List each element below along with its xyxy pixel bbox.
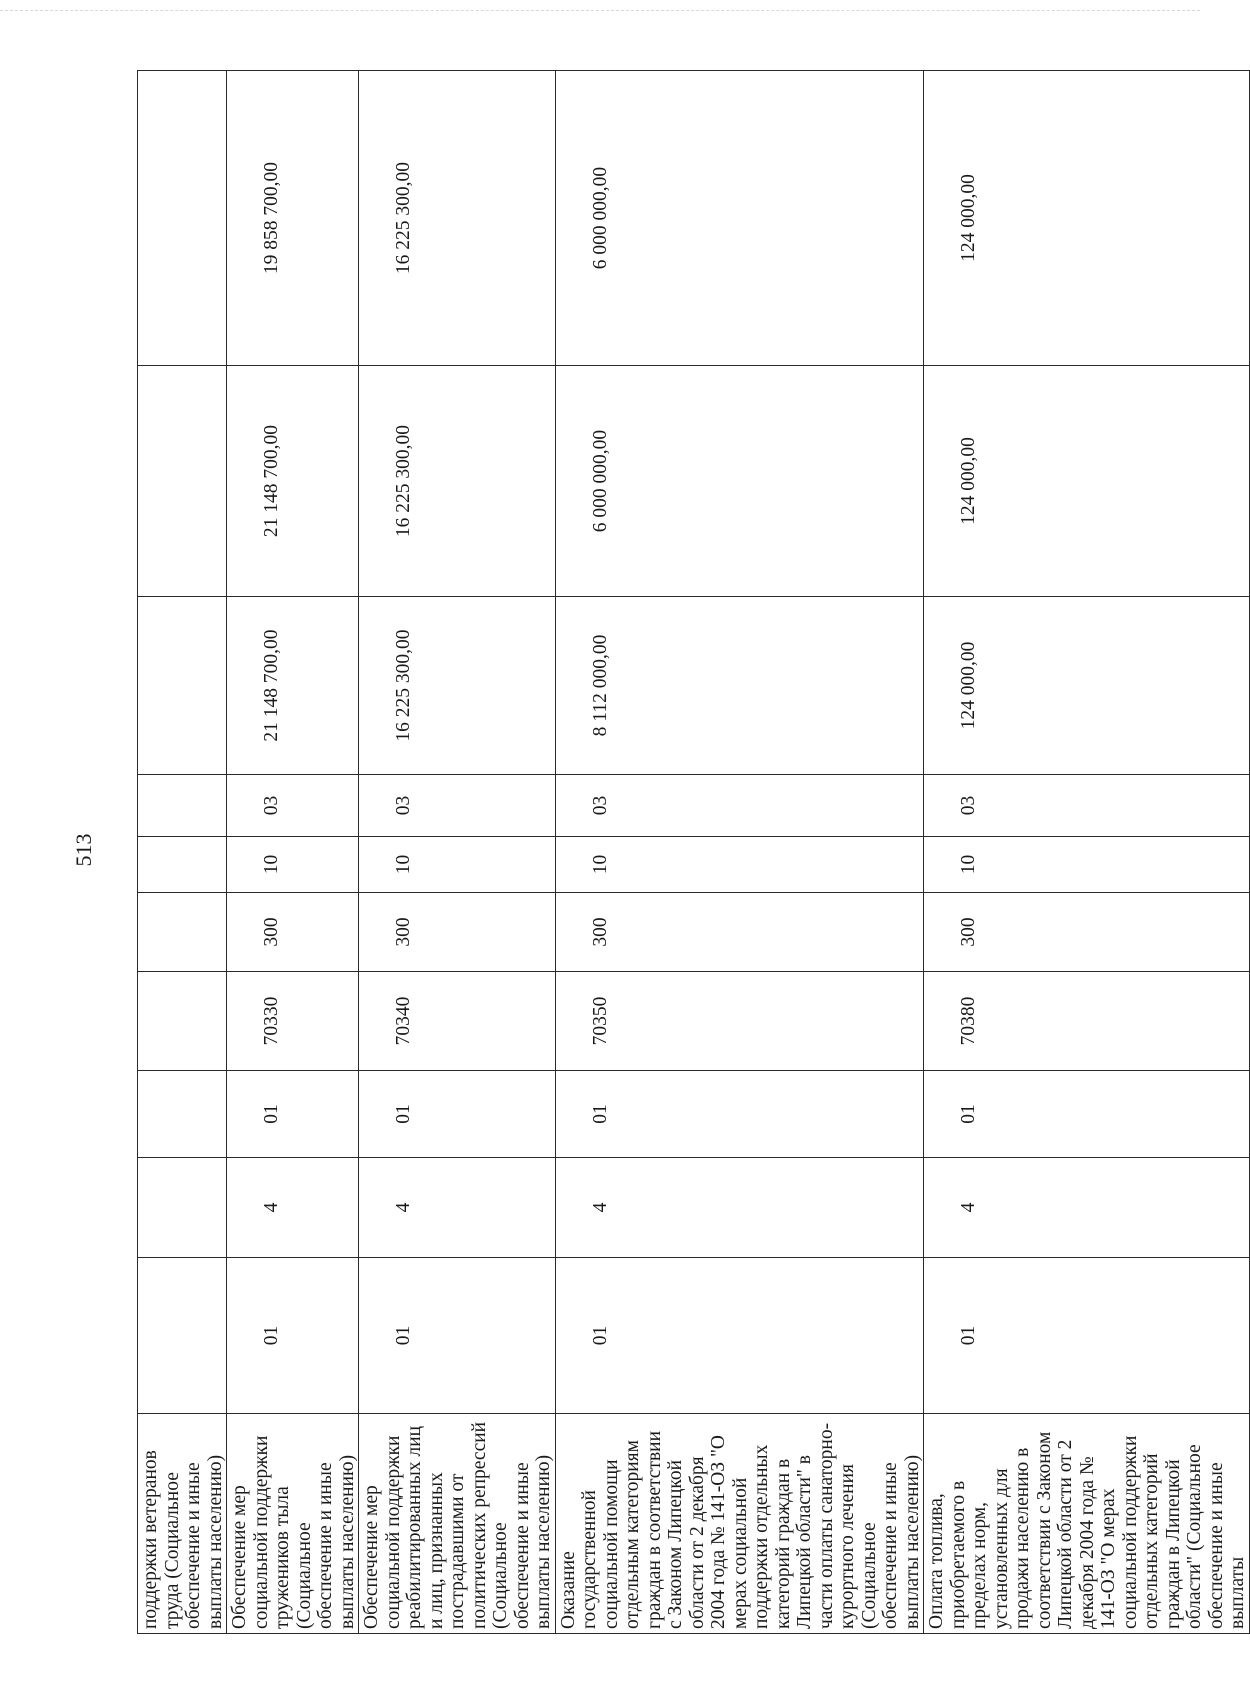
cell-ministry: 01 xyxy=(359,1258,556,1414)
cell-amount-year1: 124 000,00 xyxy=(924,597,1250,775)
cell-ministry: 01 xyxy=(555,1258,924,1414)
row-description: Оказание государственной социальной помощи отдельным категориям граждан в соответствии с Законом Липецкой области от 2 декабря 2004 года № 141-ОЗ "О мерах социальной поддержки отдельных категорий граждан в Липецкой области" в части оплаты санаторно-курортного лечения (Социальное обеспечение и иные выплаты населению) xyxy=(555,1414,924,1634)
cell-expense-type: 300 xyxy=(924,893,1250,972)
cell-subprogram: 01 xyxy=(924,1071,1250,1158)
cell-subsection: 03 xyxy=(359,775,556,837)
cell-section: 10 xyxy=(227,837,359,893)
cell-amount-year2: 16 225 300,00 xyxy=(359,366,556,597)
cell-amount-year3: 124 000,00 xyxy=(924,71,1250,366)
cell-program: 4 xyxy=(924,1158,1250,1258)
cell-subprogram: 01 xyxy=(227,1071,359,1158)
cell-subprogram: 01 xyxy=(555,1071,924,1158)
cell-amount-year3: 19 858 700,00 xyxy=(227,71,359,366)
row-description: Обеспечение мер социальной поддержки реабилитированных лиц и лиц, признанных пострадавшими от политических репрессий (Социальное обеспечение и иные выплаты населению) xyxy=(359,1414,556,1634)
row-description: Обеспечение мер социальной поддержки тружеников тыла (Социальное обеспечение и иные выплаты населению) xyxy=(227,1414,359,1634)
scan-top-edge xyxy=(0,0,1200,11)
row-description: Оплата топлива, приобретаемого в пределах норм, установленных для продажи населению в соответствии с Законом Липецкой области от 2 декабря 2004 года № 141-ОЗ "О мерах социальной поддержки отдельных категорий граждан в Липецкой области" (Социальное обеспечение и иные выплаты xyxy=(924,1414,1250,1634)
cell-amount-year2: 6 000 000,00 xyxy=(555,366,924,597)
cell-program: 4 xyxy=(227,1158,359,1258)
cell-subsection xyxy=(138,775,227,837)
cell-direction: 70380 xyxy=(924,972,1250,1071)
cell-amount-year2: 124 000,00 xyxy=(924,366,1250,597)
cell-ministry: 01 xyxy=(227,1258,359,1414)
cell-subsection: 03 xyxy=(227,775,359,837)
cell-amount-year2 xyxy=(138,366,227,597)
cell-section: 10 xyxy=(924,837,1250,893)
cell-expense-type: 300 xyxy=(227,893,359,972)
cell-amount-year3: 6 000 000,00 xyxy=(555,71,924,366)
cell-direction xyxy=(138,972,227,1071)
cell-direction: 70350 xyxy=(555,972,924,1071)
cell-subprogram: 01 xyxy=(359,1071,556,1158)
cell-ministry: 01 xyxy=(924,1258,1250,1414)
cell-direction: 70330 xyxy=(227,972,359,1071)
cell-amount-year1 xyxy=(138,597,227,775)
table-row xyxy=(227,71,359,1634)
cell-subsection: 03 xyxy=(555,775,924,837)
cell-program: 4 xyxy=(359,1158,556,1258)
cell-amount-year3 xyxy=(138,71,227,366)
cell-amount-year1: 8 112 000,00 xyxy=(555,597,924,775)
budget-table xyxy=(137,70,1250,1634)
cell-expense-type xyxy=(138,893,227,972)
cell-amount-year3: 16 225 300,00 xyxy=(359,71,556,366)
table-row xyxy=(138,71,227,1634)
table-row xyxy=(359,71,556,1634)
cell-expense-type: 300 xyxy=(555,893,924,972)
cell-section xyxy=(138,837,227,893)
rotated-table-container xyxy=(137,71,1248,1634)
row-description: поддержки ветеранов труда (Социальное обеспечение и иные выплаты населению) xyxy=(138,1414,227,1634)
cell-program: 4 xyxy=(555,1158,924,1258)
cell-amount-year1: 21 148 700,00 xyxy=(227,597,359,775)
table-row xyxy=(924,71,1250,1634)
cell-section: 10 xyxy=(359,837,556,893)
cell-subprogram xyxy=(138,1071,227,1158)
cell-amount-year2: 21 148 700,00 xyxy=(227,366,359,597)
cell-section: 10 xyxy=(555,837,924,893)
cell-ministry xyxy=(138,1258,227,1414)
cell-direction: 70340 xyxy=(359,972,556,1071)
cell-program xyxy=(138,1158,227,1258)
cell-subsection: 03 xyxy=(924,775,1250,837)
cell-expense-type: 300 xyxy=(359,893,556,972)
table-row xyxy=(555,71,924,1634)
page-number: 513 xyxy=(71,833,96,867)
cell-amount-year1: 16 225 300,00 xyxy=(359,597,556,775)
